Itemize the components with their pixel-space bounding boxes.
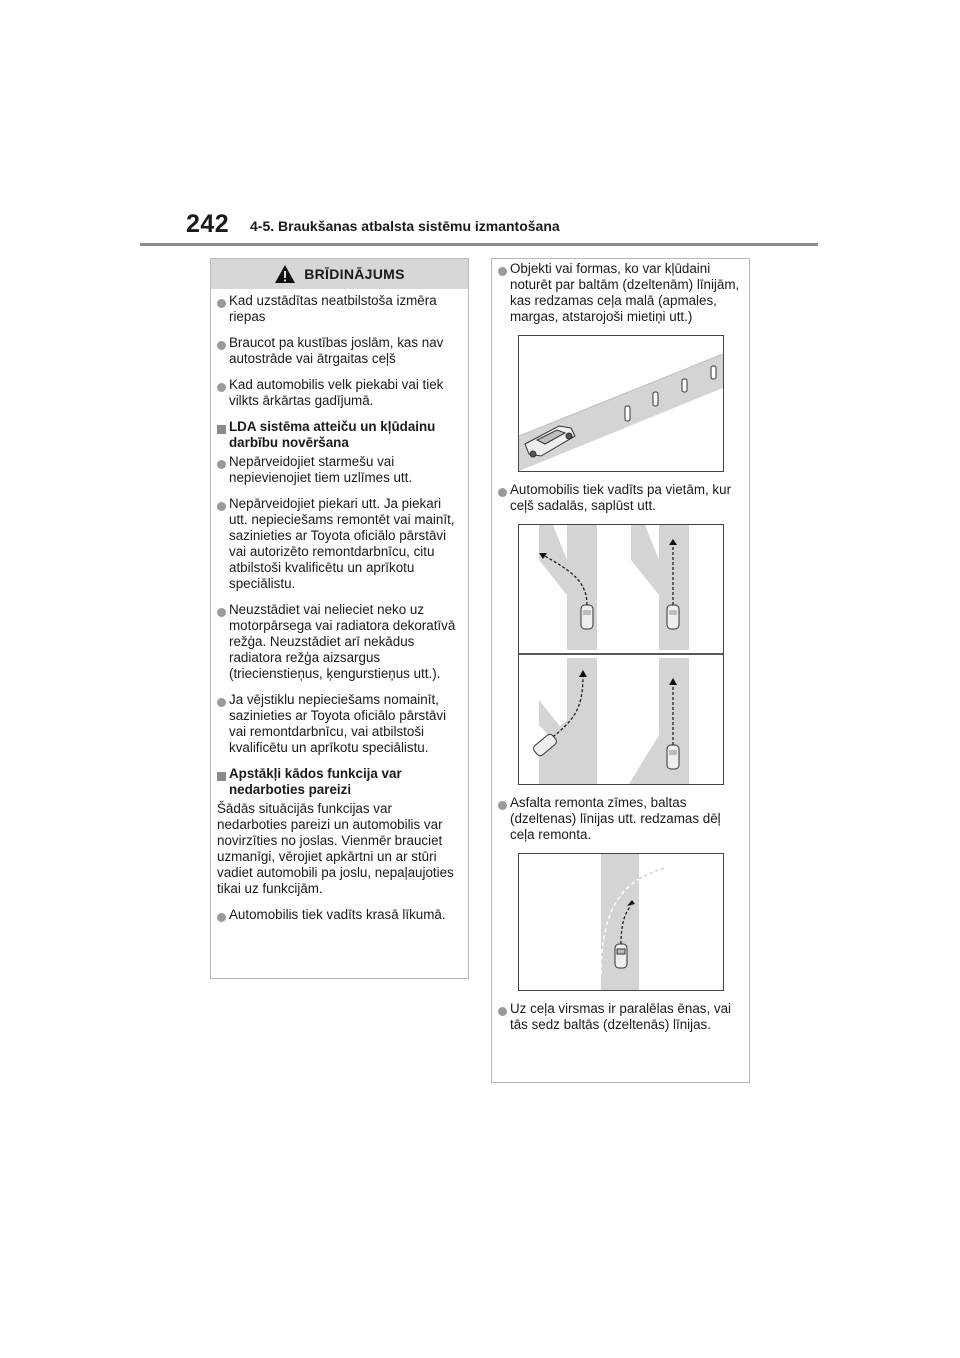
warning-icon (274, 264, 296, 284)
section-heading: LDA sistēma atteiču un kļūdainu darbību novēršana (217, 419, 462, 451)
list-item: Braucot pa kustības joslām, kas nav autostrāde vai ātrgaitas ceļš (217, 335, 462, 367)
list-item: Nepārveidojiet piekari utt. Ja piekari utt. nepieciešams remontēt vai mainīt, sazinieties ar Toyota oficiālo pārstāvi vai autorizēto remontdarbnīcu, citu atbilstoši kvalificētu un aprīkotu speciālistu. (217, 496, 462, 592)
illustration-roadside-posts (518, 335, 724, 472)
warning-box (210, 258, 469, 979)
list-item: Kad automobilis velk piekabi vai tiek vilkts ārkārtas gadījumā. (217, 377, 462, 409)
warning-title: BRĪDINĀJUMS (304, 266, 405, 282)
list-item: Ja vējstiklu nepieciešams nomainīt, sazinieties ar Toyota oficiālo pārstāvi vai remontdarbnīcu, vai atbilstoši kvalificētu un aprīkotu speciālistu. (217, 692, 462, 756)
warning-header (211, 259, 468, 289)
list-item: Kad uzstādītas neatbilstoša izmēra riepas (217, 293, 462, 325)
illustration-road-repair-marks (518, 853, 724, 991)
conditions-box (491, 258, 750, 1083)
list-item: Objekti vai formas, ko var kļūdaini noturēt par baltām (dzeltenām) līnijām, kas redzamas ceļa malā (apmales, margas, atstarojoši mietiņi utt.) (498, 261, 743, 325)
list-item: Asfalta remonta zīmes, baltas (dzeltenas) līnijas utt. redzamas dēļ ceļa remonta. (498, 795, 743, 843)
list-item: Nepārveidojiet starmešu vai nepievienojiet tiem uzlīmes utt. (217, 454, 462, 486)
list-item: Neuzstādiet vai nelieciet neko uz motorpārsega vai radiatora dekoratīvā režģa. Neuzstādiet arī nekādus radiatora režģa aizsargus (triecienstieņus, ķengurstieņus utt.). (217, 602, 462, 682)
illustration-road-split-merge (518, 524, 724, 785)
page-number: 242 (186, 210, 230, 238)
section-title: 4-5. Braukšanas atbalsta sistēmu izmantošana (250, 218, 560, 234)
list-item: Automobilis tiek vadīts krasā līkumā. (217, 907, 462, 926)
header-rule (140, 243, 818, 246)
paragraph: Šādās situācijās funkcijas var nedarboties pareizi un automobilis var novirzīties no joslas. Vienmēr brauciet uzmanīgi, vērojiet apkārtni un ar stūri vadiet automobili pa joslu, nepaļaujoties tikai uz funkcijām. (217, 801, 454, 896)
section-heading: Apstākļi kādos funkcija var nedarboties pareizi (217, 766, 462, 798)
list-item: Automobilis tiek vadīts pa vietām, kur ceļš sadalās, saplūst utt. (498, 482, 743, 514)
list-item: Uz ceļa virsmas ir paralēlas ēnas, vai tās sedz baltās (dzeltenās) līnijas. (498, 1001, 743, 1033)
